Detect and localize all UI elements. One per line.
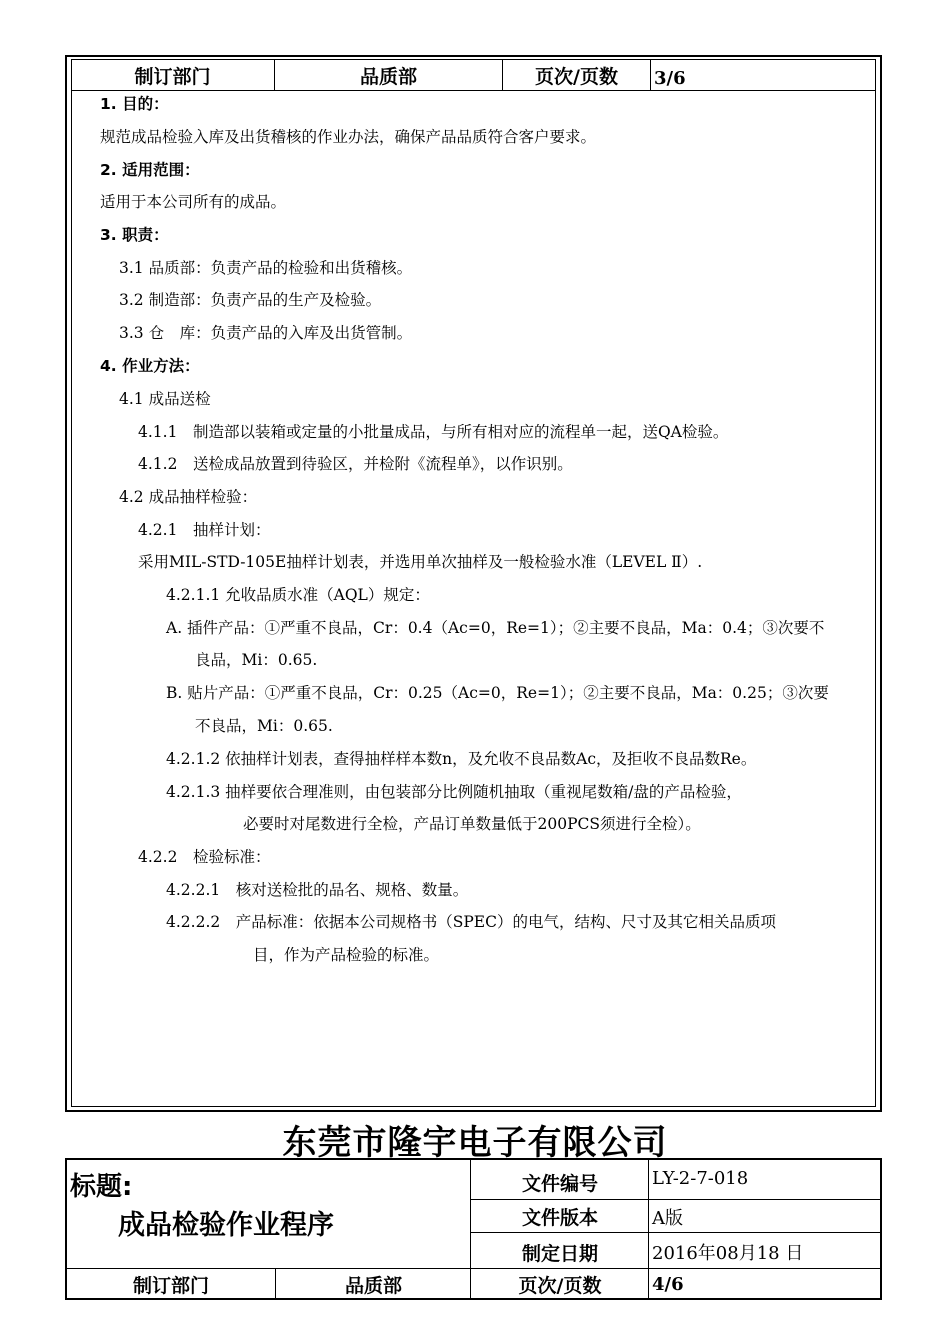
section-heading-duties: 3. 职责： [100, 226, 169, 244]
body-line: 4.1.2 送检成品放置到待验区，并检附《流程单》，以作识别。 [138, 455, 573, 473]
body-line: 4.2.2.1 核对送检批的品名、规格、数量。 [166, 881, 469, 899]
dept-label: 制订部门 [71, 59, 275, 90]
body-line: 规范成品检验入库及出货稽核的作业办法，确保产品品质符合客户要求。 [100, 128, 597, 146]
version-value: A版 [652, 1207, 683, 1229]
body-line: 目，作为产品检验的标准。 [253, 946, 440, 964]
grid-line [470, 1199, 880, 1200]
date-label: 制定日期 [521, 1242, 598, 1265]
body-line: 4.2.1.3 抽样要依合理准则，由包装部分比例随机抽取（重视尾数箱/盘的产品检验， [166, 783, 742, 801]
body-line: 必要时对尾数进行全检，产品订单数量低于200PCS须进行全检）。 [243, 815, 701, 833]
grid-line [275, 1268, 276, 1298]
body-line: 适用于本公司所有的成品。 [100, 193, 287, 211]
dept-value: 品质部 [275, 59, 503, 90]
grid-line [470, 1160, 471, 1268]
header-row [71, 59, 876, 91]
section-heading-method: 4. 作业方法： [100, 357, 200, 375]
body-line: 3.2 制造部：负责产品的生产及检验。 [119, 291, 382, 309]
grid-line [470, 1268, 471, 1298]
body-line: 4.1.1 制造部以装箱或定量的小批量成品，与所有相对应的流程单一起，送QA检验。 [138, 423, 729, 441]
doc-title: 成品检验作业程序 [118, 1210, 334, 1241]
footer-dept-label: 制订部门 [132, 1275, 209, 1297]
body-line: 3.3 仓 库：负责产品的入库及出货管制。 [119, 324, 413, 342]
title-label: 标题: [70, 1172, 133, 1202]
body-line: 不良品，Mi：0.65. [195, 717, 333, 735]
company-name: 东莞市隆宇电子有限公司 [282, 1123, 668, 1163]
section-heading-purpose: 1. 目的： [100, 95, 169, 113]
body-line: 4.2.2 检验标准： [138, 848, 271, 866]
section-heading-scope: 2. 适用范围： [100, 161, 200, 179]
grid-line [67, 1268, 880, 1269]
page-frame-inner [71, 59, 876, 1107]
body-line: 4.2 成品抽样检验： [119, 488, 258, 506]
footer-page-label: 页次/页数 [518, 1275, 602, 1297]
version-label: 文件版本 [521, 1207, 598, 1229]
footer-dept-value: 品质部 [344, 1275, 402, 1297]
grid-line [470, 1232, 880, 1233]
footer-page-value: 4/6 [652, 1274, 684, 1295]
body-line: 良品，Mi：0.65. [195, 651, 318, 669]
body-line: 4.1 成品送检 [119, 390, 211, 408]
body-line: B. 贴片产品：①严重不良品，Cr：0.25（Ac=0，Re=1）；②主要不良品，Ma：0.25；③次要 [166, 684, 829, 702]
doc-no-value: LY-2-7-018 [652, 1168, 749, 1189]
body-line: 3.1 品质部：负责产品的检验和出货稽核。 [119, 259, 413, 277]
body-line: 4.2.1.2 依抽样计划表，查得抽样样本数n，及允收不良品数Ac，及拒收不良品数Re。 [166, 750, 757, 768]
page-value: 3/6 [654, 68, 686, 89]
body-line: 4.2.1 抽样计划： [138, 521, 271, 539]
doc-no-label: 文件编号 [521, 1173, 598, 1195]
body-line: 4.2.2.2 产品标准：依据本公司规格书（SPEC）的电气，结构、尺寸及其它相关品质项 [166, 913, 776, 931]
body-line: A. 插件产品：①严重不良品，Cr：0.4（Ac=0，Re=1）；②主要不良品，Ma：0.4；③次要不 [166, 619, 825, 637]
body-line: 采用MIL-STD-105E抽样计划表，并选用单次抽样及一般检验水准（LEVEL Ⅱ）. [138, 553, 703, 571]
body-line: 4.2.1.1 允收品质水准（AQL）规定： [166, 586, 430, 604]
page-label: 页次/页数 [503, 59, 651, 90]
date-value: 2016年08月18 日 [652, 1243, 804, 1264]
